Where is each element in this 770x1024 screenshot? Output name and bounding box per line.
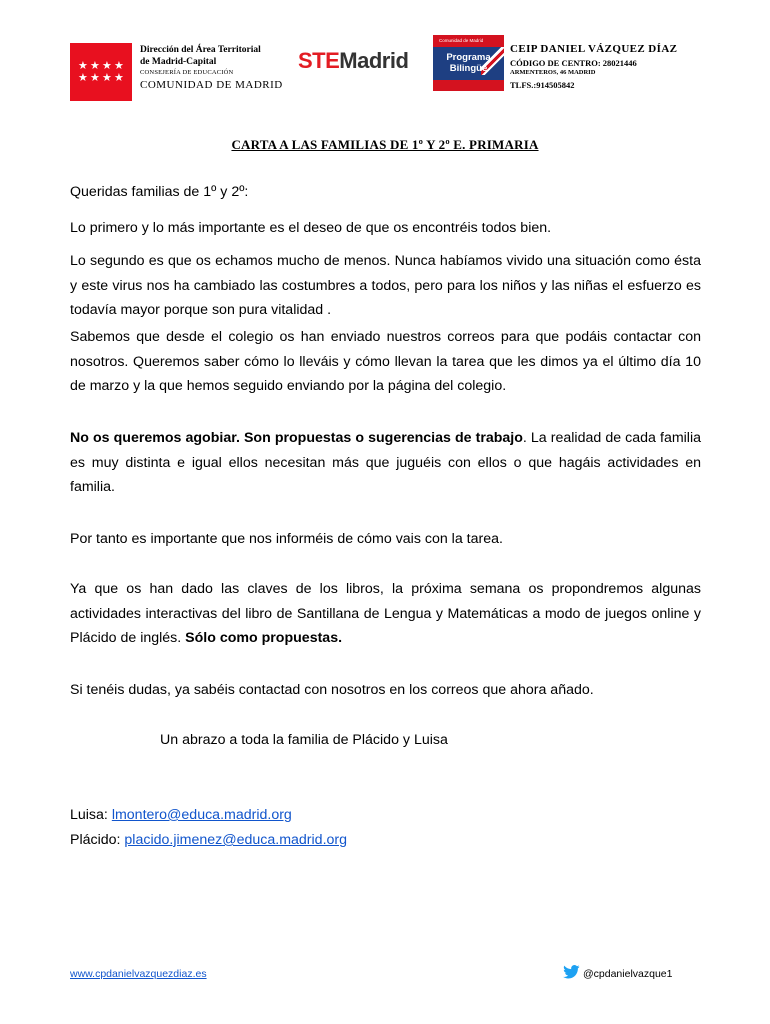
paragraph-2: Lo segundo es que os echamos mucho de menos. Nunca habíamos vivido una situación como ésta y este virus nos ha cambiado las costumbres a todos, pero para los niños y las niñas el esfuerzo es todavía mayor porque son pura vitalidad .	[70, 253, 701, 318]
stem-suffix: Madrid	[339, 48, 409, 73]
contact-luisa	[70, 803, 701, 828]
paragraph-6	[70, 577, 701, 651]
paragraph-4-rest: . La realidad de cada familia es muy distinta e igual ellos necesitan más que juguéis con ellos o que hagáis actividades en familia.	[70, 430, 701, 495]
placido-email-link[interactable]: placido.jimenez@educa.madrid.org	[124, 832, 348, 848]
paragraph-6-bold: Sólo como propuestas.	[185, 630, 343, 646]
contact-placido	[70, 828, 701, 853]
stem-madrid-logo	[298, 48, 408, 74]
luisa-email-link[interactable]: lmontero@educa.madrid.org	[111, 807, 292, 823]
school-phone: TLFS.:914505842	[510, 80, 575, 90]
school-name: CEIP DANIEL VÁZQUEZ DÍAZ	[510, 43, 678, 55]
stem-prefix: STE	[298, 48, 340, 73]
paragraph-4-bold: No os queremos agobiar. Son propuestas o sugerencias de trabajo	[70, 430, 523, 446]
comunidad-label: COMUNIDAD DE MADRID	[140, 79, 283, 91]
programa-bilingue-logo	[433, 35, 504, 91]
greeting: Queridas familias de 1º y 2º:	[70, 184, 249, 200]
school-code: CÓDIGO DE CENTRO: 28021446	[510, 58, 637, 68]
paragraph-6-text: Ya que os han dado las claves de los libros, la próxima semana os propondremos algunas actividades interactivas del libro de Santillana de Lengua y Matemáticas a modo de juegos online y Plácido de inglés.	[70, 581, 701, 646]
twitter-bird-icon[interactable]	[563, 965, 580, 984]
comunidad-madrid-logo: ★ ★ ★ ★ ★ ★ ★ ★	[70, 43, 132, 101]
paragraph-1: Lo primero y lo más importante es el deseo de que os encontréis todos bien.	[70, 220, 552, 236]
paragraph-5: Por tanto es importante que nos informéis de cómo vais con la tarea.	[70, 531, 503, 547]
direccion-line2: de Madrid-Capital	[140, 57, 217, 67]
contact-luisa-label: Luisa:	[70, 807, 112, 823]
twitter-handle[interactable]: @cpdanielvazque1	[583, 968, 673, 980]
bilingue-top-label: Comunidad de Madrid	[439, 38, 484, 43]
direccion-line1: Dirección del Área Territorial	[140, 45, 261, 55]
paragraph-4	[70, 426, 701, 500]
closing: Un abrazo a toda la familia de Plácido y Luisa	[160, 732, 448, 748]
school-website-link[interactable]: www.cpdanielvazquezdiaz.es	[70, 968, 207, 980]
bilingue-line2: Bilingüe	[449, 63, 488, 74]
contact-placido-label: Plácido:	[70, 832, 125, 848]
school-address: ARMENTEROS, 46 MADRID	[510, 69, 596, 76]
letter-title: CARTA A LAS FAMILIAS DE 1º Y 2º E. PRIMARIA	[231, 137, 539, 152]
paragraph-3: Sabemos que desde el colegio os han enviado nuestros correos para que podáis contactar con nosotros. Queremos saber cómo lo lleváis y cómo llevan la tarea que les dimos ya el último día 10 de marzo y la que hemos seguido enviando por la página del colegio.	[70, 329, 701, 394]
consejeria-label: CONSEJERÍA DE EDUCACIÓN	[140, 69, 234, 76]
bilingue-line1: Programa	[446, 52, 491, 63]
paragraph-7: Si tenéis dudas, ya sabéis contactad con nosotros en los correos que ahora añado.	[70, 682, 594, 698]
